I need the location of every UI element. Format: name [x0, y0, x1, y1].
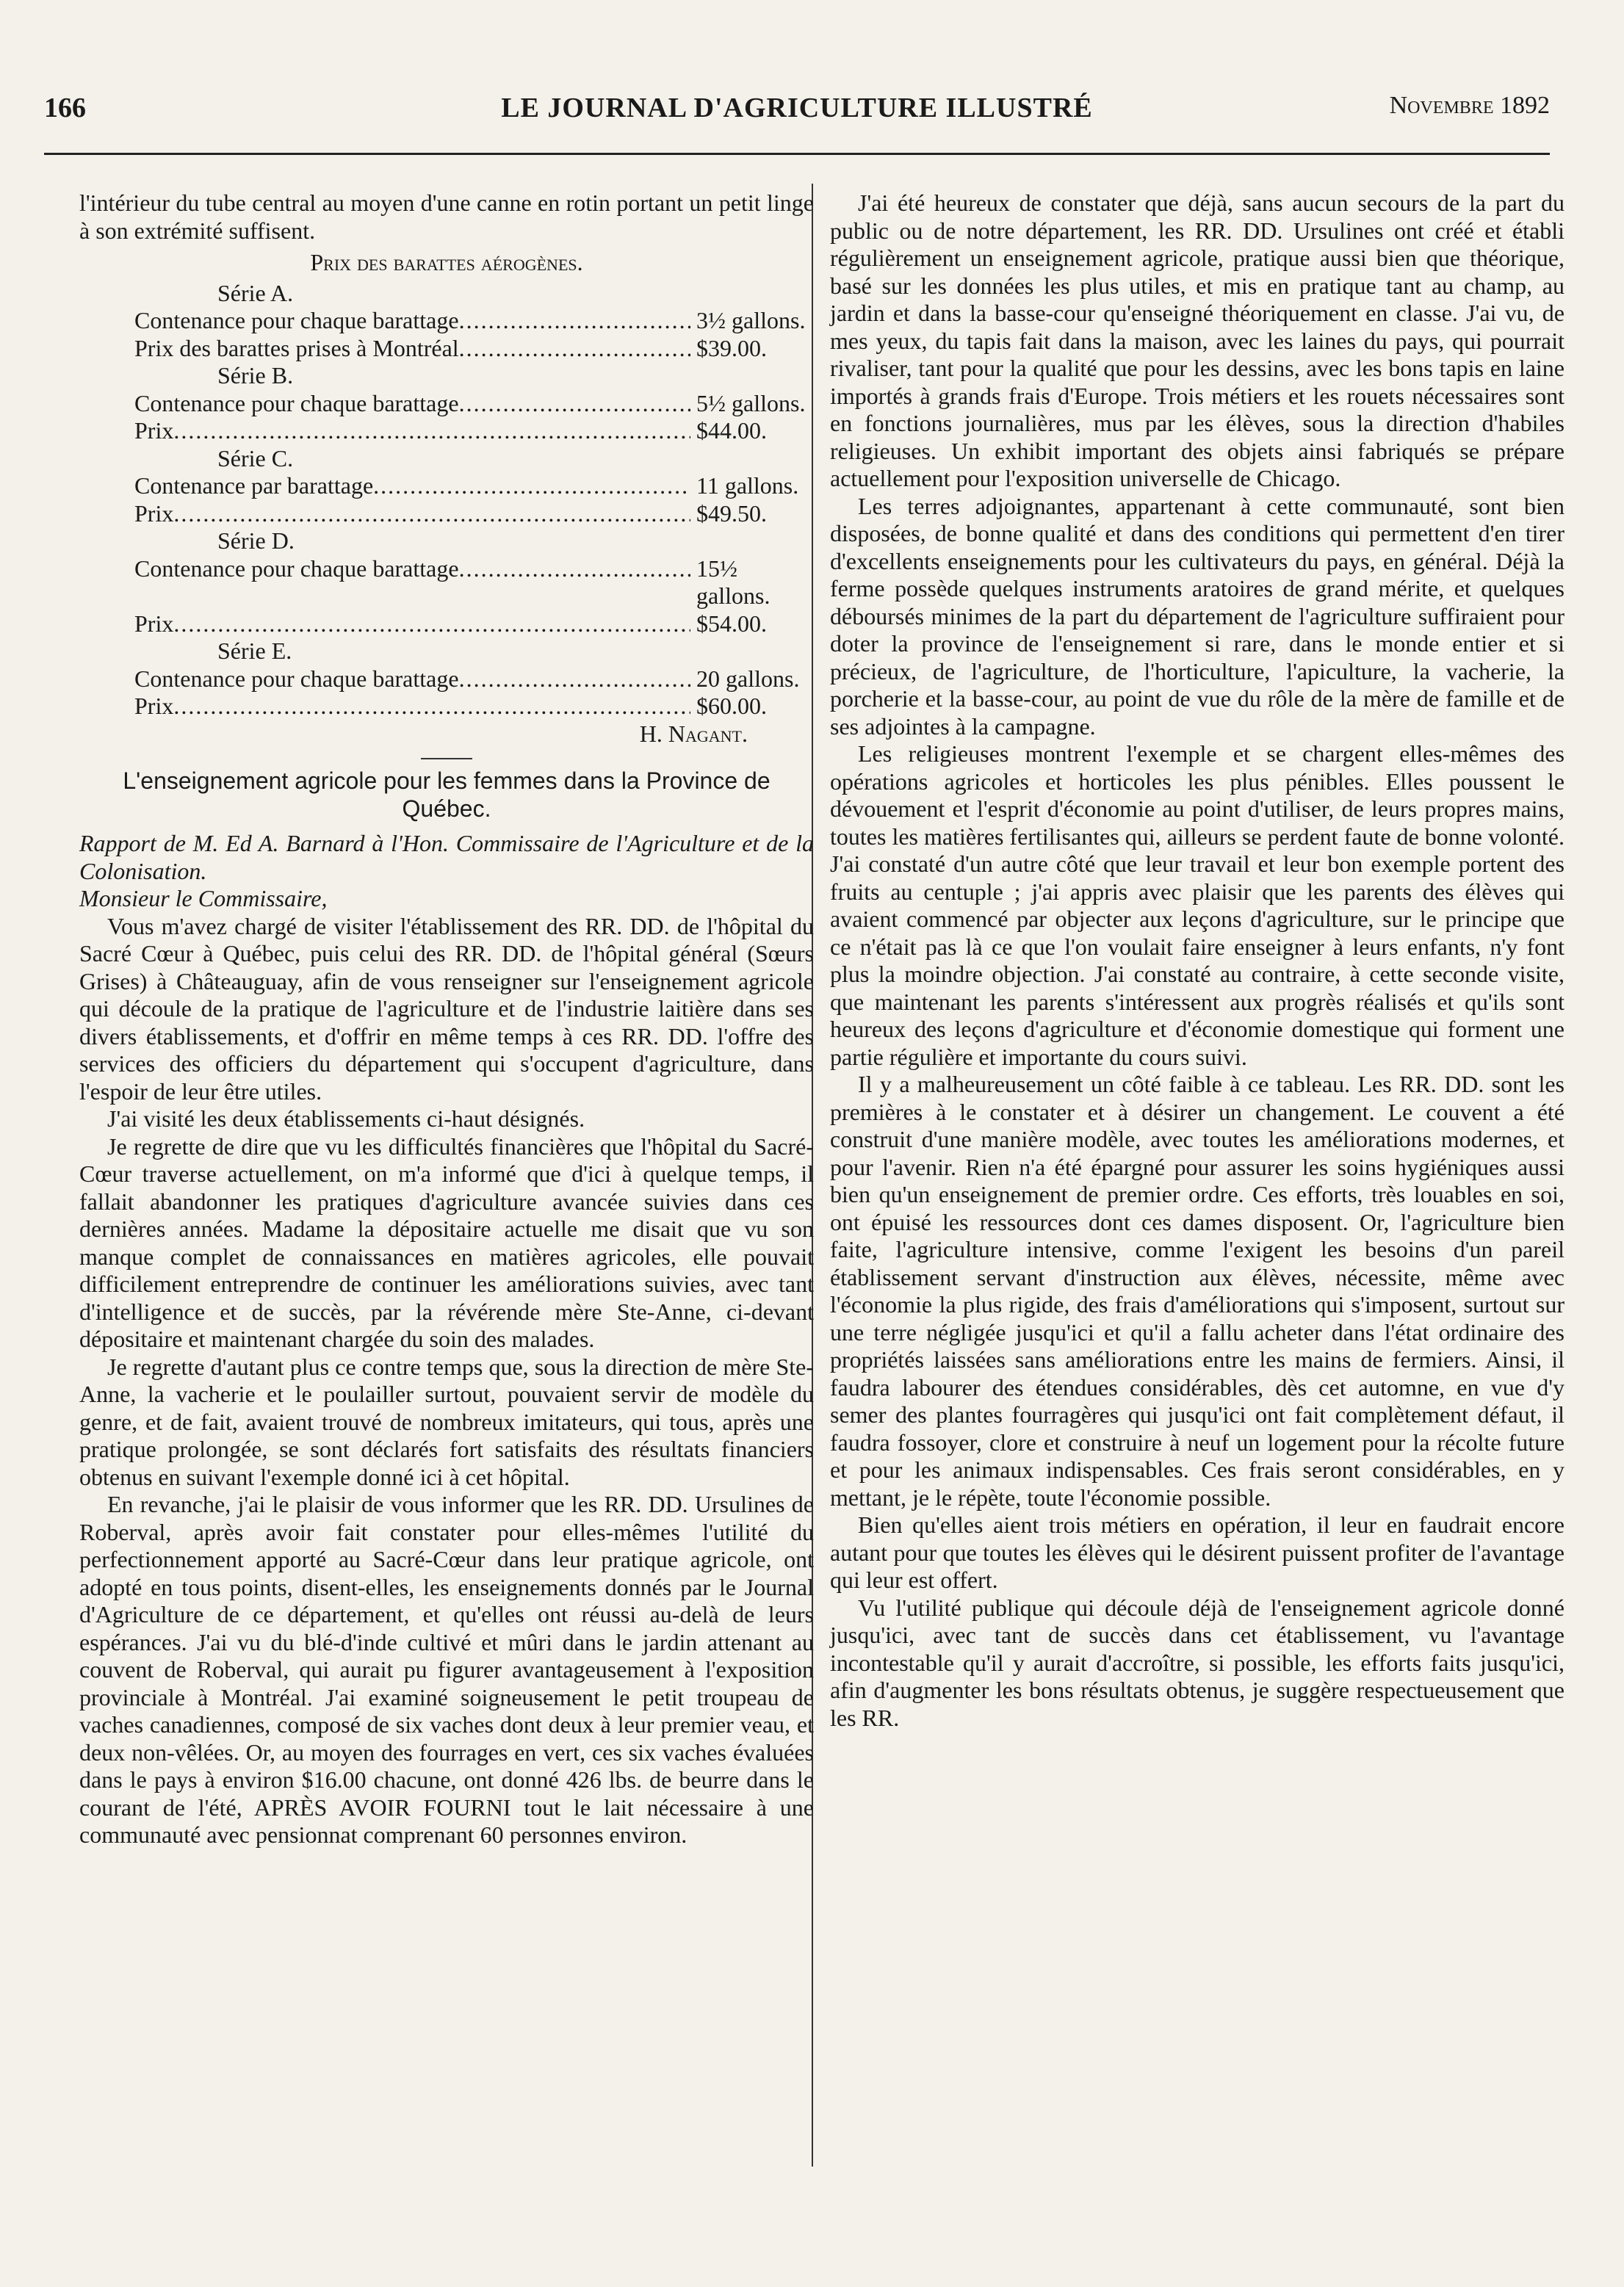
body-paragraph: Vu l'utilité publique qui découle déjà de l'enseignement agricole donné jusqu'ici, avec tant de succès dans cet établissement, vu l'avantage incontestable qu'il y aurait d'accroître, si possible, les efforts faits jusqu'ici, afin d'augmenter les bons résultats obtenus, je suggère respectueusement que les RR.: [830, 1594, 1565, 1731]
body-paragraph: En revanche, j'ai le plaisir de vous informer que les RR. DD. Ursulines de Roberval, après avoir fait constater pour elles-mêmes l'utilité du perfectionnement apporté au Sacré-Cœur dans leur pratique agricole, ont adopté en tous points, disent-elles, les enseignements donnés par le Journal d'Agriculture de ce département, et qu'elles ont réussi au-delà de leurs espérances. J'ai vu du blé-d'inde cultivé et mûri dans le jardin attenant au couvent de Roberval, qui aurait pu figurer avantageusement à l'exposition provinciale à Montréal. J'ai examiné soigneusement le petit troupeau de vaches canadiennes, composé de six vaches dont deux à leur premier veau, et deux non-vêlées. Or, au moyen des fourrages en vert, ces six vaches évaluées dans le pays à environ $16.00 chacune, ont donné 426 lbs. de beurre dans le courant de l'été, APRÈS AVOIR FOURNI tout le lait nécessaire à une communauté avec pensionnat comprenant 60 personnes environ.: [79, 1491, 814, 1848]
serie-label: Série A.: [217, 279, 294, 306]
row-label: Contenance par barattage: [134, 472, 374, 499]
intro-paragraph: l'intérieur du tube central au moyen d'une canne en rotin portant un petit linge à son extrémité suffisent.: [79, 189, 814, 244]
report-byline: Rapport de M. Ed A. Barnard à l'Hon. Commissaire de l'Agriculture et de la Colonisation.: [79, 830, 814, 884]
serie-c: [79, 445, 814, 528]
price-row: [134, 472, 814, 500]
page-number: 166: [44, 93, 86, 123]
journal-title: LE JOURNAL D'AGRICULTURE ILLUSTRÉ: [501, 93, 1093, 123]
price-row: [134, 665, 814, 693]
row-label: Prix des barattes prises à Montréal: [134, 334, 459, 361]
price-row: [134, 610, 814, 638]
price-row: [134, 335, 814, 363]
price-row: [134, 417, 814, 445]
price-row: [134, 693, 814, 720]
row-label: Prix: [134, 693, 174, 719]
left-column: [79, 189, 814, 1849]
salutation: Monsieur le Commissaire,: [79, 885, 328, 911]
section-rule: [421, 758, 472, 759]
serie-label: Série B.: [217, 362, 294, 389]
row-label: Prix: [134, 417, 174, 444]
right-column: [830, 189, 1565, 1732]
body-paragraph: Les terres adjoignantes, appartenant à cette communauté, sont bien disposées, de bonne qualité et dans des conditions qui permettent d'en tirer d'excellents enseignements pour les cultivateurs du pays, en général. Déjà la ferme possède quelques instruments aratoires de grand mérite, et quelques déboursés minimes de la part du département de l'agriculture suffiraient pour doter la province de l'enseignement si rare, dans le monde entier et si précieux, de l'agriculture, de l'horticulture, l'apiculture, la vacherie, la porcherie et la basse-cour, au point de vue du rôle de la mère de famille et de ses adjointes à la campagne.: [830, 492, 1565, 740]
row-value: 5½ gallons.: [696, 389, 806, 416]
serie-b: [79, 362, 814, 445]
body-paragraph: Vous m'avez chargé de visiter l'établissement des RR. DD. de l'hôpital du Sacré Cœur à Québec, puis celui des RR. DD. de l'hôpital général (Sœurs Grises) à Châteauguay, afin de vous renseigner sur l'enseignement agricole qui découle de la pratique de l'agriculture et de l'industrie laitière dans ses divers établissements, et d'offrir en même temps à ces RR. DD. l'offre des services des officiers du département qui s'occupent d'agriculture, dans l'espoir de leur être utiles.: [79, 912, 814, 1105]
row-label: Prix: [134, 610, 174, 637]
serie-e: [79, 637, 814, 720]
row-value: 15½ gallons.: [696, 554, 771, 609]
issue-date: Novembre 1892: [1389, 92, 1550, 119]
row-value: $60.00.: [696, 693, 767, 719]
article-title: L'enseignement agricole pour les femmes dans la Province de Québec.: [123, 767, 771, 822]
row-label: Prix: [134, 499, 174, 527]
body-paragraph: J'ai été heureux de constater que déjà, sans aucun secours de la part du public ou de notre département, les RR. DD. Ursulines ont créé et établi régulièrement un enseignement agricole, pratique aussi bien que théorique, basé sur les données les plus utiles, et mis en pratique tant au champ, au jardin et dans la basse-cour qu'enseigné théoriquement en classe. J'ai vu, de mes yeux, du tapis fait dans la maison, avec les laines du pays, qui pourrait rivaliser, tant pour la qualité que pour les dessins, avec les bons tapis en laine importés à grands frais d'Europe. Trois métiers et les rouets nécessaires sont en fonctions journalières, mus par les élèves, sous la direction d'habiles religieuses. Un exhibit important des objets ainsi fabriqués se prépare actuellement pour l'exposition universelle de Chicago.: [830, 189, 1565, 491]
serie-label: Série E.: [217, 637, 292, 664]
row-value: $44.00.: [696, 417, 767, 444]
page-header: [44, 92, 1550, 136]
header-rule: [44, 153, 1550, 155]
serie-d: [79, 527, 814, 637]
row-label: Contenance pour chaque barattage: [134, 554, 459, 582]
row-value: $39.00.: [696, 334, 767, 361]
row-value: $54.00.: [696, 610, 767, 637]
body-paragraph: Bien qu'elles aient trois métiers en opération, il leur en faudrait encore autant pour que toutes les élèves qui le désirent puissent profiter de l'avantage qui leur est offert.: [830, 1511, 1565, 1593]
row-value: 11 gallons.: [696, 472, 799, 499]
row-label: Contenance pour chaque barattage: [134, 389, 459, 416]
price-table-title: Prix des barattes aérogènes.: [310, 249, 583, 275]
serie-label: Série C.: [217, 444, 294, 472]
price-row: [134, 390, 814, 418]
body-paragraph: Les religieuses montrent l'exemple et se chargent elles-mêmes des opérations agricoles et horticoles les plus pénibles. Elles poussent le dévouement et l'esprit d'économie au point d'utiliser, de leurs propres mains, toutes les matières fertilisantes qui, ailleurs se perdent faute de bonne volonté. J'ai constaté d'un autre côté que leur travail et leur bon exemple portent des fruits au centuple ; j'ai appris avec plaisir que les parents des élèves qui avaient commencé par objecter aux leçons d'agriculture, sur le principe que ce n'était pas là ce que l'on voulait faire enseigner à leurs enfants, n'y font plus la moindre objection. J'ai constaté au contraire, à cette seconde visite, que maintenant les parents s'intéressent aux progrès réalisés et qu'ils sont heureux des leçons d'agriculture et d'économie domestique qui forment une partie régulière et importante du cours suivi.: [830, 740, 1565, 1070]
body-paragraph: J'ai visité les deux établissements ci-haut désignés.: [107, 1105, 585, 1132]
row-value: 3½ gallons.: [696, 307, 806, 333]
serie-a: [79, 280, 814, 363]
body-paragraph: Il y a malheureusement un côté faible à ce tableau. Les RR. DD. sont les premières à le constater et à désirer un changement. Le couvent a été construit d'une manière modèle, avec toutes les améliorations modernes, et pour l'avenir. Rien n'a été épargné pour assurer les soins hygiéniques aussi bien qu'un enseignement de premier ordre. Ces efforts, très louables en soi, ont épuisé les ressources dont ces dames disposent. Or, l'agriculture bien faite, l'agriculture intensive, comme l'exigent les besoins d'un pareil établissement servant d'instruction aux élèves, nécessite, même avec l'économie la plus rigide, des frais d'améliorations qui s'imposent, surtout sur une terre négligée jusqu'ici et qu'il a fallu acheter dans l'état ordinaire des propriétés laissées sans améliorations entre les mains de fermiers. Ainsi, il faudra labourer des étendues considérables, dès cet automne, en vue d'y semer des plantes fourragères qui jusqu'ici ont fait complètement défaut, il faudra fossoyer, clore et construire à neuf un logement pour la récolte future et pour les animaux indispensables. Ces frais seront considérables, en y mettant, je le répète, toute l'économie possible.: [830, 1071, 1565, 1511]
row-label: Contenance pour chaque barattage: [134, 665, 459, 692]
body-paragraph: Je regrette de dire que vu les difficultés financières que l'hôpital du Sacré-Cœur traverse actuellement, on m'a informé que d'ici à quelque temps, il fallait abandonner les pratiques d'agriculture avancée suivies dans ces dernières années. Madame la dépositaire actuelle me disait que vu son manque complet de connaissances en matières agricoles, elle pouvait difficilement entreprendre de continuer les améliorations suivies, avec tant d'intelligence et de succès, par la révérende mère Ste-Anne, ci-devant dépositaire et maintenant chargée du soin des malades.: [79, 1132, 814, 1352]
price-row: [134, 307, 814, 335]
row-value: $49.50.: [696, 499, 767, 527]
row-label: Contenance pour chaque barattage: [134, 307, 459, 333]
serie-label: Série D.: [217, 527, 295, 554]
price-table: [79, 280, 814, 720]
row-value: 20 gallons.: [696, 665, 800, 692]
author-signature: H. Nagant.: [639, 720, 748, 747]
body-paragraph: Je regrette d'autant plus ce contre temps que, sous la direction de mère Ste-Anne, la vacherie et le poulailler surtout, pouvaient servir de modèle du genre, et de fait, avaient trouvé de nombreux imitateurs, qui tous, après une pratique prolongée, se sont déclarés fort satisfaits des résultats financiers obtenus en suivant l'exemple donné ici à cet hôpital.: [79, 1353, 814, 1490]
price-row: [134, 500, 814, 528]
price-row: [134, 555, 814, 610]
